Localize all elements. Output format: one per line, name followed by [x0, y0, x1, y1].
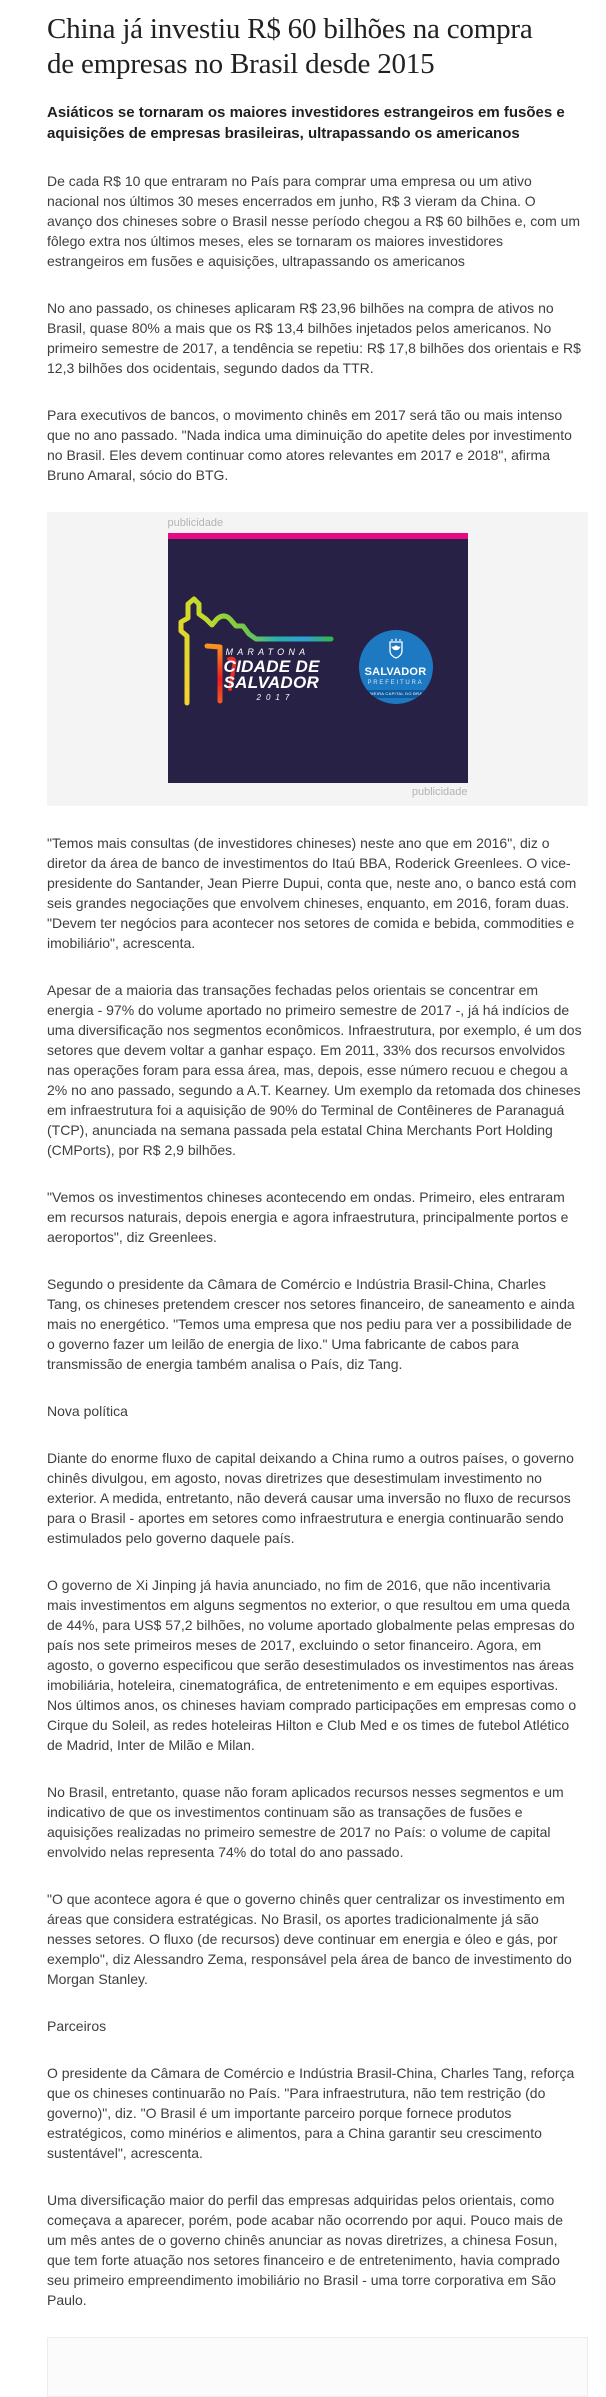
paragraph: O governo de Xi Jinping já havia anunciado, no fim de 2016, que não incentivaria mais investimentos em alguns segmentos no exterior, o que resultou em uma queda de 44%, para US$ 57,2 bilhões, no volume aportado globalmente pelas empresas do país nos sete primeiros meses de 2017, excluindo o setor financeiro. Agora, em agosto, o governo especificou que serão desestimulados os investimentos nas áreas imobiliária, hoteleira, cinematográfica, de entretenimento e em equipes esportivas. Nos últimos anos, os chineses haviam comprado participações em empresas como o Cirque du Soleil, as redes hoteleiras Hilton e Club Med e os times de futebol Atlético de Madrid, Inter de Milão e Milan. [47, 1577, 577, 1753]
seal-slogan: PRIMEIRA CAPITAL DO BRASIL [362, 691, 430, 696]
title-line-1: China já investiu R$ 60 bilhões na compra [47, 13, 533, 45]
ad-artwork [168, 539, 468, 783]
ad-placeholder-bottom [47, 2337, 588, 2397]
ad-banner[interactable] [168, 533, 468, 783]
paragraph: "Vemos os investimentos chineses acontecendo em ondas. Primeiro, eles entraram em recursos naturais, depois energia e agora infraestrutura, principalmente portos e aeroportos", diz Greenlees. [47, 1189, 569, 1245]
section-heading-parceiros: Parceiros [47, 2018, 107, 2034]
seal-org-label: PREFEITURA [367, 680, 424, 686]
seal-city-label: SALVADOR [364, 666, 427, 678]
paragraph: No ano passado, os chineses aplicaram R$ 23,96 bilhões na compra de ativos no Brasil, quase 80% a mais que os R$ 13,4 bilhões injetados pelos americanos. No primeiro semestre de 2017, a tendência se repetiu: R$ 17,8 bilhões dos orientais e R$ 12,3 bilhões dos ocidentais, segundo dados da TTR. [47, 300, 581, 376]
paragraph: O presidente da Câmara de Comércio e Indústria Brasil-China, Charles Tang, reforça que os chineses continuarão no País. "Para infraestrutura, não tem restrição (do governo)", diz. "O Brasil é um importante parceiro porque fornece produtos estratégicos, como minérios e alimentos, para a China garantir seu crescimento sustentável", acrescenta. [47, 2065, 575, 2161]
paragraph: "Temos mais consultas (de investidores chineses) neste ano que em 2016", diz o diretor da área de banco de investimentos do Itaú BBA, Roderick Greenlees. O vice-presidente do Santander, Jean Pierre Dupui, conta que, neste ano, o banco está com seis grandes negociações que envolvem chineses, enquanto, em 2016, foram duas. "Devem ter negócios para acontecer nos setores de comida e bebida, commodities e imobiliário", acrescenta. [47, 835, 577, 951]
ad-slot [168, 516, 468, 800]
paragraph: Uma diversificação maior do perfil das empresas adquiridas pelos orientais, como começava a aparecer, porém, pode acabar não ocorrendo por aqui. Pouco mais de um mês antes de o governo chinês anunciar as novas diretrizes, a chinesa Fosun, que tem forte atuação nos setores financeiro e de entretenimento, havia comprado seu primeiro empreendimento imobiliário no Brasil - uma torre corporativa em São Paulo. [47, 2192, 563, 2308]
paragraph: Diante do enorme fluxo de capital deixando a China rumo a outros países, o governo chinês divulgou, em agosto, novas diretrizes que desestimulam investimento no exterior. A medida, entretanto, não deverá causar uma inversão no fluxo de recursos para o Brasil - aportes em setores como infraestrutura e energia continuarão sendo estimulados pelo governo daquele país. [47, 1450, 574, 1546]
marathon-kicker: MARATONA [225, 647, 310, 657]
marathon-title-line1: CIDADE DE [223, 657, 320, 676]
ad-label-bottom: publicidade [411, 786, 468, 798]
section-heading-nova-politica: Nova política [47, 1403, 128, 1419]
crest-icon [386, 637, 406, 661]
paragraph: De cada R$ 10 que entraram no País para comprar uma empresa ou um ativo nacional nos últimos 30 meses encerrados em junho, R$ 3 vieram da China. O avanço dos chineses sobre o Brasil nesse período chegou a R$ 60 bilhões e, com um fôlego extra nos últimos meses, eles se tornaram os maiores investidores estrangeiros em fusões e aquisições, ultrapassando os americanos [47, 173, 581, 269]
title-line-2: de empresas no Brasil desde 2015 [47, 48, 435, 80]
paragraph: Para executivos de bancos, o movimento chinês em 2017 será tão ou mais intenso que no ano passado. "Nada indica uma diminuição do apetite deles por investimento no Brasil. Eles devem continuar como atores relevantes em 2017 e 2018", afirma Bruno Amaral, sócio do BTG. [47, 407, 572, 483]
page-title [47, 12, 582, 82]
marathon-title-line2: SALVADOR [223, 673, 320, 692]
ad-container [47, 512, 588, 806]
ad-label-top: publicidade [167, 517, 224, 529]
paragraph: Apesar de a maioria das transações fechadas pelos orientais se concentrar em energia - 97% do volume aportado no primeiro semestre de 2017 -, já há indícios de uma diversificação nos segmentos econômicos. Infraestrutura, por exemplo, é um dos setores que devem voltar a ganhar espaço. Em 2011, 33% dos recursos envolvidos nas operações foram para essa área, mas, depois, esse número recuou e chegou a 2% no ano passado, segundo a A.T. Kearney. Um exemplo da retomada dos chineses em infraestrutura foi a aquisição de 90% do Terminal de Contêineres de Paranaguá (TCP), anunciada na semana passada pela estatal China Merchants Port Holding (CMPorts), por R$ 2,9 bilhões. [47, 982, 582, 1158]
article-subtitle: Asiáticos se tornaram os maiores investidores estrangeiros em fusões e aquisições de empresas brasileiras, ultrapassando os americanos [47, 104, 565, 142]
marathon-year: 2017 [256, 693, 295, 702]
paragraph: "O que acontece agora é que o governo chinês quer centralizar os investimento em áreas que considera estratégicas. No Brasil, os aportes tradicionalmente já são nesses setores. O fluxo (de recursos) deve continuar em energia e óleo e gás, por exemplo", diz Alessandro Zema, responsável pela área de banco de investimento do Morgan Stanley. [47, 1891, 572, 1987]
paragraph: Segundo o presidente da Câmara de Comércio e Indústria Brasil-China, Charles Tang, os chineses pretendem crescer nos setores financeiro, de saneamento e ainda mais no energético. "Temos uma empresa que nos pediu para ver a possibilidade de o governo fazer um leilão de energia de lixo." Uma fabricante de cabos para transmissão de energia também analisa o País, diz Tang. [47, 1276, 575, 1372]
paragraph: No Brasil, entretanto, quase não foram aplicados recursos nesses segmentos e um indicativo de que os investimentos continuam são as transações de fusões e aquisições realizadas no primeiro semestre de 2017 no País: o volume de capital envolvido nelas representa 74% do total do ano passado. [47, 1784, 564, 1860]
prefeitura-seal [359, 630, 433, 704]
